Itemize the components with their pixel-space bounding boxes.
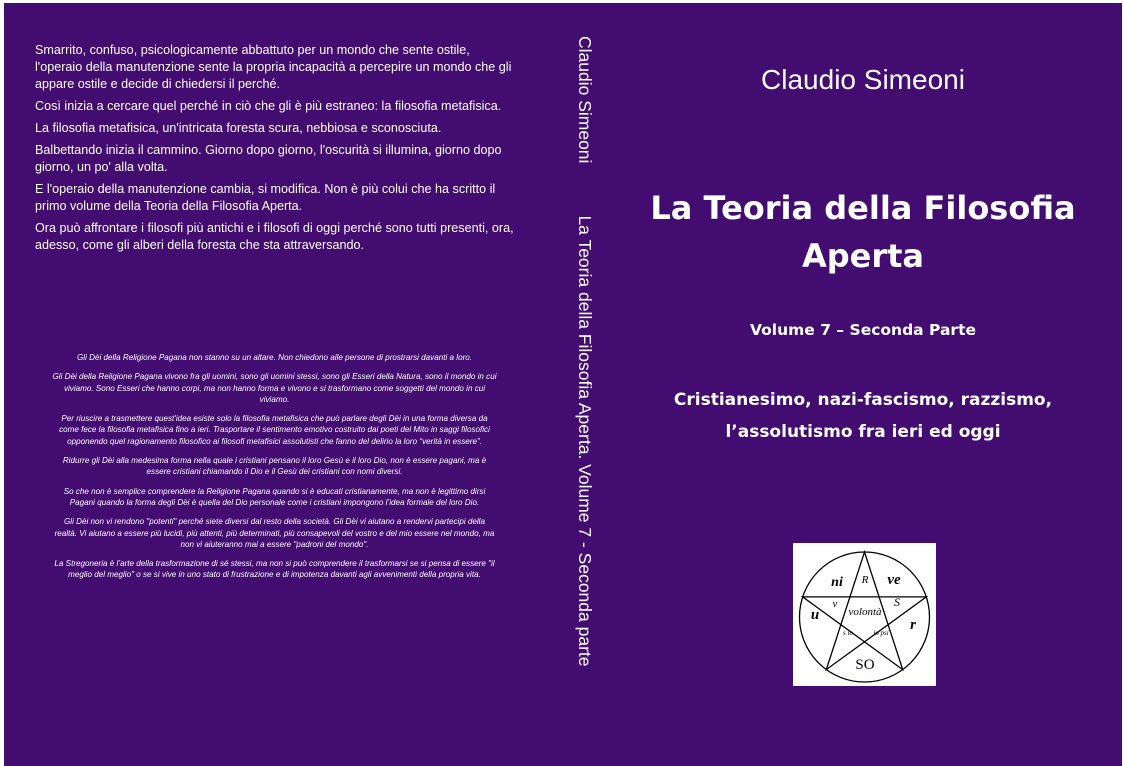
back-intro-paragraph: E l'operaio della manutenzione cambia, si modifica. Non è più colui che ha scritto il primo volume della Teoria della Filosofia Aperta. xyxy=(35,182,496,213)
front-subtitle-line: l’assolutismo fra ieri ed oggi xyxy=(725,422,1001,442)
back-italic-paragraph: Gli Dèi della Religione Pagana non stanno su un altare. Non chiedono alle persone di prostrarsi davanti a loro. xyxy=(76,353,473,362)
emblem-letters: io psi xyxy=(873,629,889,637)
front-title-line: Aperta xyxy=(801,237,925,275)
emblem-letters: r xyxy=(910,617,916,633)
back-intro-paragraph: Smarrito, confuso, psicologicamente abbattuto per un mondo che sente ostile, l'operaio della manutenzione sente la propria incapacità a percepire un mondo che gli appare ostile e decide di chiedersi il perché. xyxy=(35,43,512,91)
spine-title: La Teoria della Filosofia Aperta. Volume 7 - Seconda parte xyxy=(575,215,595,667)
front-subtitle xyxy=(630,384,1096,448)
book-spine xyxy=(559,36,599,667)
back-intro-paragraph: La filosofia metafisica, un'intricata foresta scura, nebbiosa e sconosciuta. xyxy=(35,121,442,135)
back-cover-italic-text xyxy=(52,352,497,589)
front-title xyxy=(630,184,1096,280)
front-volume: Volume 7 – Seconda Parte xyxy=(750,321,976,339)
back-intro-paragraph: Ora può affrontare i filosofi più antichi e i filosofi di oggi perché sono tutti presenti, ora, adesso, come gli alberi della foresta che sta attraversando. xyxy=(35,221,514,252)
emblem-letters: ni xyxy=(831,575,843,590)
back-intro-paragraph: Balbettando inizia il cammino. Giorno dopo giorno, l'oscurità si illumina, giorno dopo giorno, un po' alla volta. xyxy=(35,143,502,174)
front-title-line: La Teoria della Filosofia xyxy=(650,189,1076,227)
back-italic-paragraph: So che non è semplice comprendere la Religione Pagana quando si è educati cristianamente, ma non è legittimo dirsi Pagani quando la forma degli Dèi è quella del Dio personale come i cristiani impongono l’idea formale del loro Dio. xyxy=(63,486,486,507)
back-italic-paragraph: Gli Dèi non vi rendono "potenti" perché siete diversi dal resto della società. Gli Dèi vi aiutano a rendervi partecipi della realtà. Vi aiutano a essere più lucidi, più attenti, più determinati, più consapevoli del vostro e del mio essere nel mondo, ma non vi aiuteranno mai a essere "padroni del mondo". xyxy=(54,517,495,549)
emblem-letters: u xyxy=(810,607,820,623)
back-italic-paragraph: Gli Dèi della Religione Pagana vivono fra gli uomini, sono gli uomini stessi, sono gli Esseri della Natura, sono il mondo in cui viviamo. Sono Esseri che hanno corpi, ma non hanno forma e vivono e si trasformano come soggetti del mondo in cui viviamo. xyxy=(52,372,497,404)
emblem-letters: v xyxy=(832,598,838,610)
front-author: Claudio Simeoni xyxy=(761,64,965,95)
front-subtitle-line: Cristianesimo, nazi-fascismo, razzismo, xyxy=(673,390,1053,410)
pentagram-emblem-icon xyxy=(793,543,936,686)
back-italic-paragraph: Ridurre gli Dèi alla medesima forma nella quale i cristiani pensano il loro Gesù e il loro Dio, non è essere pagani, ma è essere cristiani chiamando il Dio e il Gesù dei cristiani con nomi diversi. xyxy=(62,456,487,477)
spine-text xyxy=(571,36,599,667)
spine-author: Claudio Simeoni xyxy=(575,36,595,164)
back-intro-paragraph: Così inizia a cercare quel perché in ciò che gli è più estraneo: la filosofia metafisica. xyxy=(35,99,502,113)
back-italic-paragraph: La Stregoneria è l’arte della trasformazione di sé stessi, ma non si può comprendere il trasformarsi se si pensa di essere "il meglio del meglio" o se si vive in uno stato di frustrazione e di impotenza davanti agli avvenimenti della propria vita. xyxy=(54,559,495,580)
back-italic-paragraph: Per riuscire a trasmettere quest'idea esiste solo la filosofia metafisica che può parlare degli Dèi in una forma diversa da come fece la filosofia metafisica fino a ieri. Trasportare il sentimento emotivo costruito dai poeti del Mito in saggi filosofici opponendo quel ragionamento filosofico ai filosofi metafisici assolutisti che fanno del delirio la loro “verità in essere”. xyxy=(59,414,490,446)
emblem-letters: ve xyxy=(887,572,901,588)
emblem-letters: s io xyxy=(843,629,853,637)
pentagram-svg xyxy=(793,543,936,686)
emblem-letters: R xyxy=(861,574,869,586)
back-cover-intro xyxy=(35,42,515,259)
emblem-letters: S xyxy=(894,595,900,609)
emblem-letters: volontà xyxy=(848,606,882,618)
emblem-letters: SO xyxy=(855,657,875,673)
